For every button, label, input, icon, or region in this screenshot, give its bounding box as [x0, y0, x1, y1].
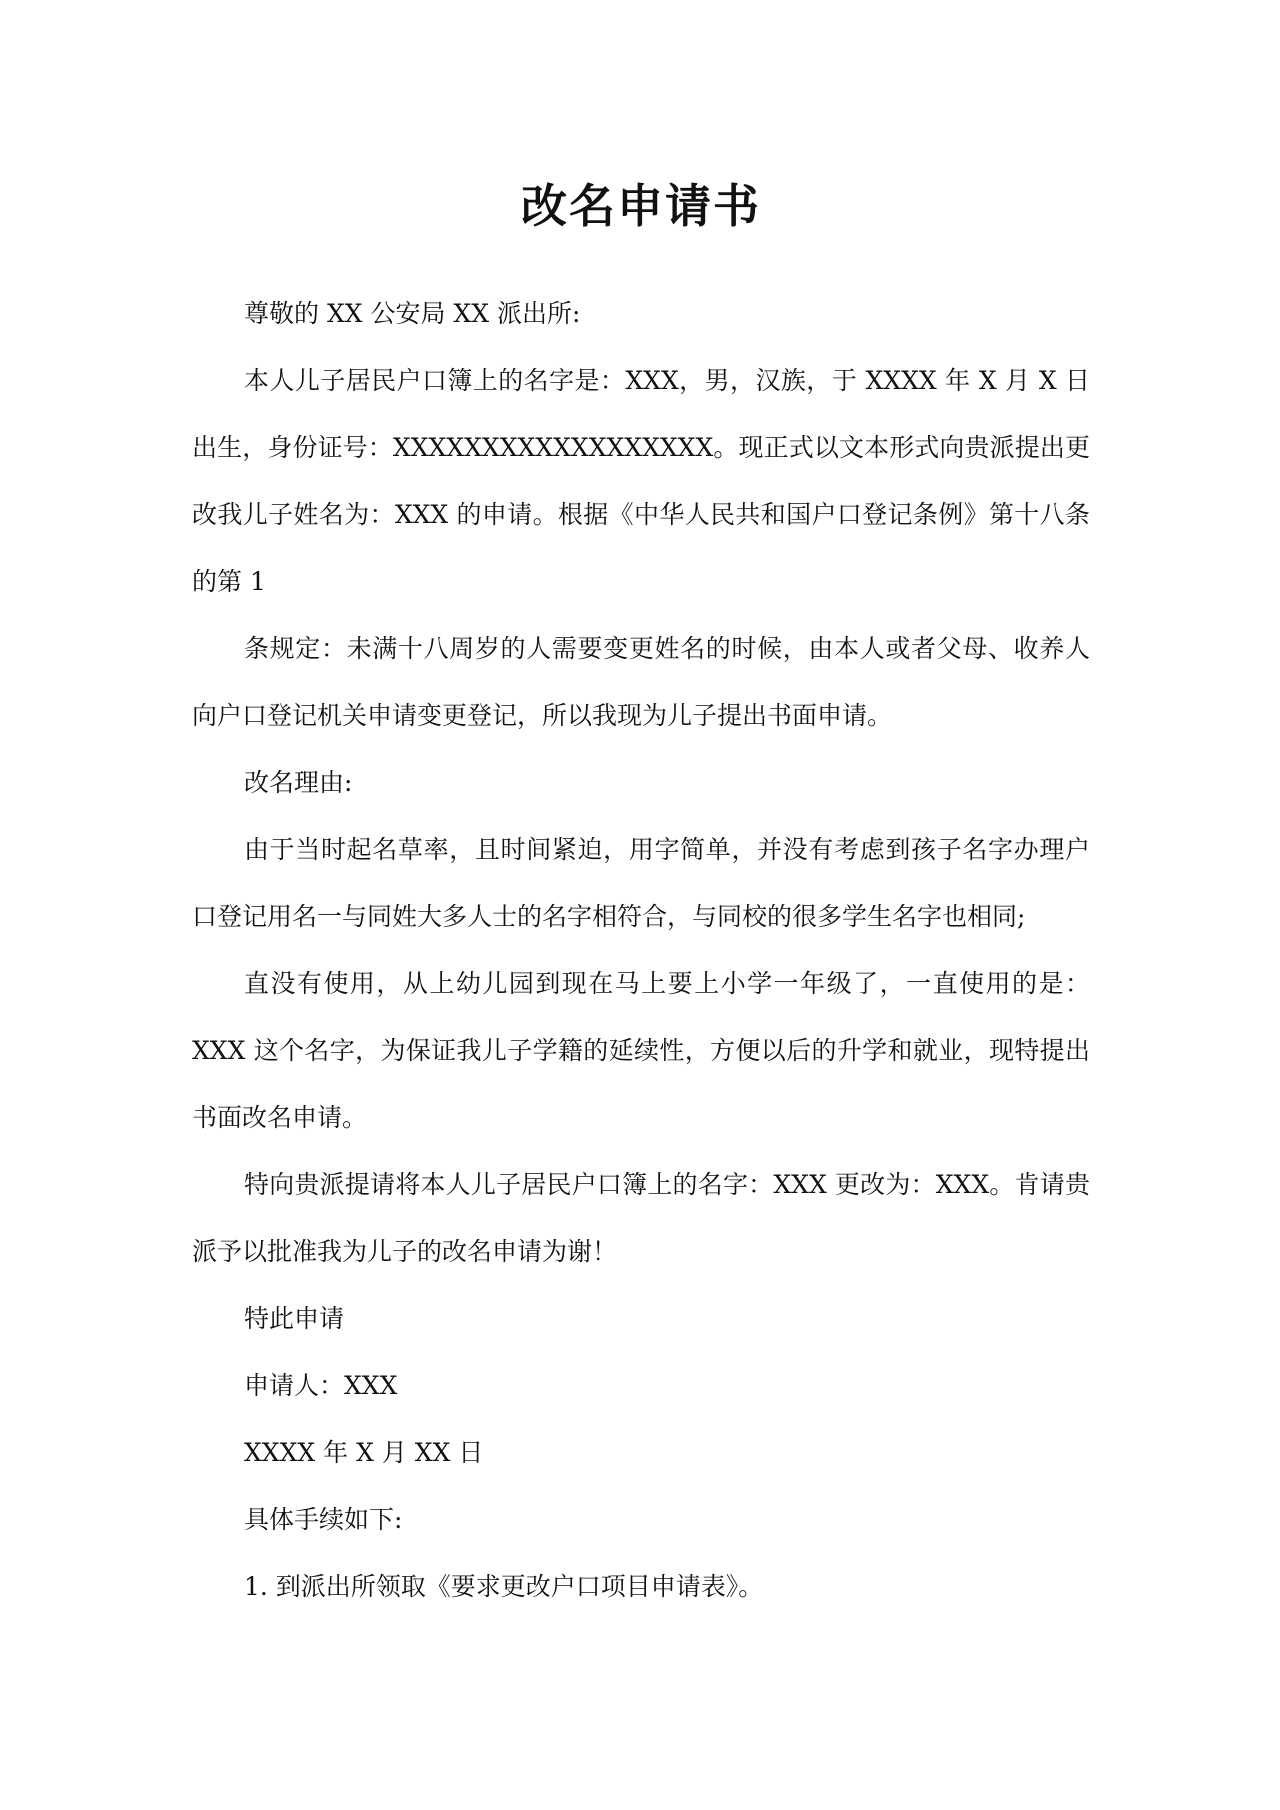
reason-heading: 改名理由:	[244, 768, 353, 797]
applicant-line: 申请人：XXX	[244, 1371, 398, 1400]
document-title: 改名申请书	[521, 179, 761, 233]
salutation: 尊敬的 XX 公安局 XX 派出所:	[244, 299, 581, 328]
body-paragraph: 本人儿子居民户口簿上的名字是：XXX，男，汉族，于 XXXX 年 X 月 X 日出生，身份证号：XXXXXXXXXXXXXXXXXX。现正式以文本形式向贵派提出更改我儿子姓名为：XXX 的申请。根据《中华人民共和国户口登记条例》第十八条的第 1	[192, 366, 1090, 596]
body-paragraph: 由于当时起名草率，且时间紧迫，用字简单，并没有考虑到孩子名字办理户口登记用名一与同姓大多人士的名字相符合，与同校的很多学生名字也相同;	[192, 835, 1090, 931]
procedure-item: 1. 到派出所领取《要求更改户口项目申请表》。	[244, 1572, 764, 1601]
body-paragraph: 特向贵派提请将本人儿子居民户口簿上的名字：XXX 更改为：XXX。肯请贵派予以批准我为儿子的改名申请为谢！	[192, 1170, 1090, 1266]
body-paragraph: 条规定：未满十八周岁的人需要变更姓名的时候，由本人或者父母、收养人向户口登记机关申请变更登记，所以我现为儿子提出书面申请。	[192, 634, 1090, 730]
procedure-heading: 具体手续如下:	[244, 1505, 403, 1534]
body-paragraph: 直没有使用，从上幼儿园到现在马上要上小学一年级了，一直使用的是：XXX 这个名字，为保证我儿子学籍的延续性，方便以后的升学和就业，现特提出书面改名申请。	[192, 969, 1090, 1132]
closing-line: 特此申请	[244, 1304, 345, 1333]
date-line: XXXX 年 X 月 XX 日	[244, 1438, 484, 1467]
